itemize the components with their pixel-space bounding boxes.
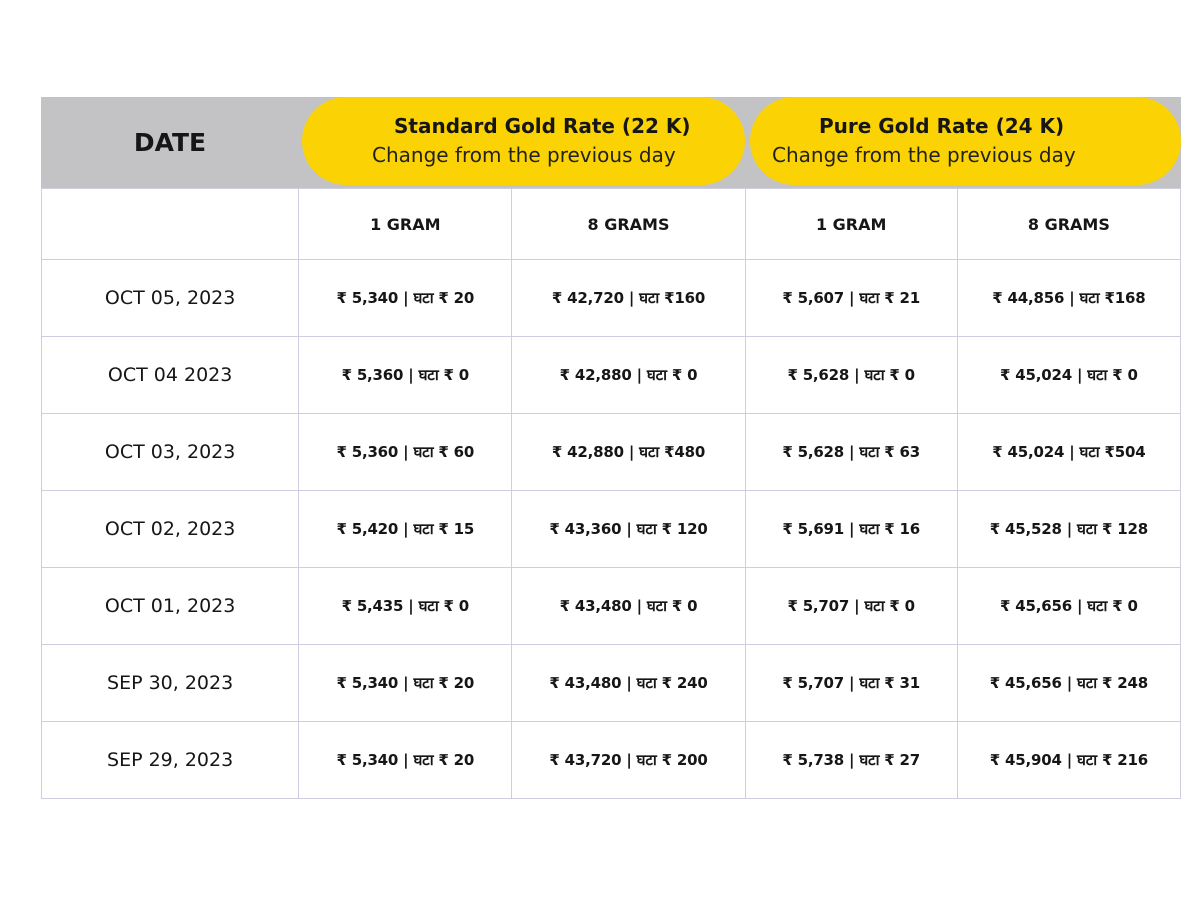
standard-1-gram-cell: ₹ 5,340 | घटा ₹ 20 [299, 645, 512, 722]
date-cell: OCT 01, 2023 [42, 568, 299, 645]
pure-1-gram-cell: ₹ 5,691 | घटा ₹ 16 [745, 491, 957, 568]
subheader-pure-8-grams: 8 GRAMS [957, 189, 1180, 260]
standard-8-grams-cell: ₹ 42,880 | घटा ₹ 0 [512, 337, 745, 414]
blank-subheader-cell [42, 189, 299, 260]
standard-8-grams-cell: ₹ 43,720 | घटा ₹ 200 [512, 722, 745, 799]
date-cell: SEP 29, 2023 [42, 722, 299, 799]
standard-8-grams-cell: ₹ 43,360 | घटा ₹ 120 [512, 491, 745, 568]
standard-gold-rate-title: Standard Gold Rate (22 K) [394, 114, 691, 138]
pure-8-grams-cell: ₹ 45,024 | घटा ₹ 0 [957, 337, 1180, 414]
pure-1-gram-cell: ₹ 5,628 | घटा ₹ 63 [745, 414, 957, 491]
weight-subheader-row [42, 189, 1181, 260]
date-cell: OCT 02, 2023 [42, 491, 299, 568]
pure-8-grams-cell: ₹ 45,904 | घटा ₹ 216 [957, 722, 1180, 799]
table-row [42, 414, 1181, 491]
table-row [42, 722, 1181, 799]
subheader-standard-1-gram: 1 GRAM [299, 189, 512, 260]
date-cell: OCT 03, 2023 [42, 414, 299, 491]
table-row [42, 568, 1181, 645]
subheader-pure-1-gram: 1 GRAM [745, 189, 957, 260]
pure-1-gram-cell: ₹ 5,738 | घटा ₹ 27 [745, 722, 957, 799]
table-row [42, 491, 1181, 568]
date-cell: SEP 30, 2023 [42, 645, 299, 722]
table-row [42, 337, 1181, 414]
standard-1-gram-cell: ₹ 5,340 | घटा ₹ 20 [299, 260, 512, 337]
subheader-standard-8-grams: 8 GRAMS [512, 189, 745, 260]
rates-grid [41, 188, 1181, 799]
date-cell: OCT 05, 2023 [42, 260, 299, 337]
pure-8-grams-cell: ₹ 45,024 | घटा ₹504 [957, 414, 1180, 491]
pure-1-gram-cell: ₹ 5,607 | घटा ₹ 21 [745, 260, 957, 337]
pure-gold-rate-header [750, 97, 1181, 185]
standard-1-gram-cell: ₹ 5,435 | घटा ₹ 0 [299, 568, 512, 645]
date-cell: OCT 04 2023 [42, 337, 299, 414]
standard-1-gram-cell: ₹ 5,420 | घटा ₹ 15 [299, 491, 512, 568]
standard-1-gram-cell: ₹ 5,360 | घटा ₹ 60 [299, 414, 512, 491]
pure-8-grams-cell: ₹ 45,528 | घटा ₹ 128 [957, 491, 1180, 568]
table-row [42, 260, 1181, 337]
standard-gold-rate-subtitle: Change from the previous day [372, 143, 676, 167]
standard-8-grams-cell: ₹ 43,480 | घटा ₹ 0 [512, 568, 745, 645]
pure-8-grams-cell: ₹ 45,656 | घटा ₹ 248 [957, 645, 1180, 722]
pure-gold-rate-title: Pure Gold Rate (24 K) [819, 114, 1065, 138]
standard-8-grams-cell: ₹ 43,480 | घटा ₹ 240 [512, 645, 745, 722]
pure-gold-rate-subtitle: Change from the previous day [772, 143, 1076, 167]
pure-1-gram-cell: ₹ 5,707 | घटा ₹ 0 [745, 568, 957, 645]
pure-8-grams-cell: ₹ 45,656 | घटा ₹ 0 [957, 568, 1180, 645]
standard-8-grams-cell: ₹ 42,720 | घटा ₹160 [512, 260, 745, 337]
pure-8-grams-cell: ₹ 44,856 | घटा ₹168 [957, 260, 1180, 337]
standard-gold-rate-header [302, 97, 745, 185]
pure-1-gram-cell: ₹ 5,628 | घटा ₹ 0 [745, 337, 957, 414]
date-column-header: DATE [133, 128, 207, 157]
standard-1-gram-cell: ₹ 5,340 | घटा ₹ 20 [299, 722, 512, 799]
standard-1-gram-cell: ₹ 5,360 | घटा ₹ 0 [299, 337, 512, 414]
pure-1-gram-cell: ₹ 5,707 | घटा ₹ 31 [745, 645, 957, 722]
table-row [42, 645, 1181, 722]
standard-8-grams-cell: ₹ 42,880 | घटा ₹480 [512, 414, 745, 491]
gold-rate-table [41, 97, 1181, 803]
